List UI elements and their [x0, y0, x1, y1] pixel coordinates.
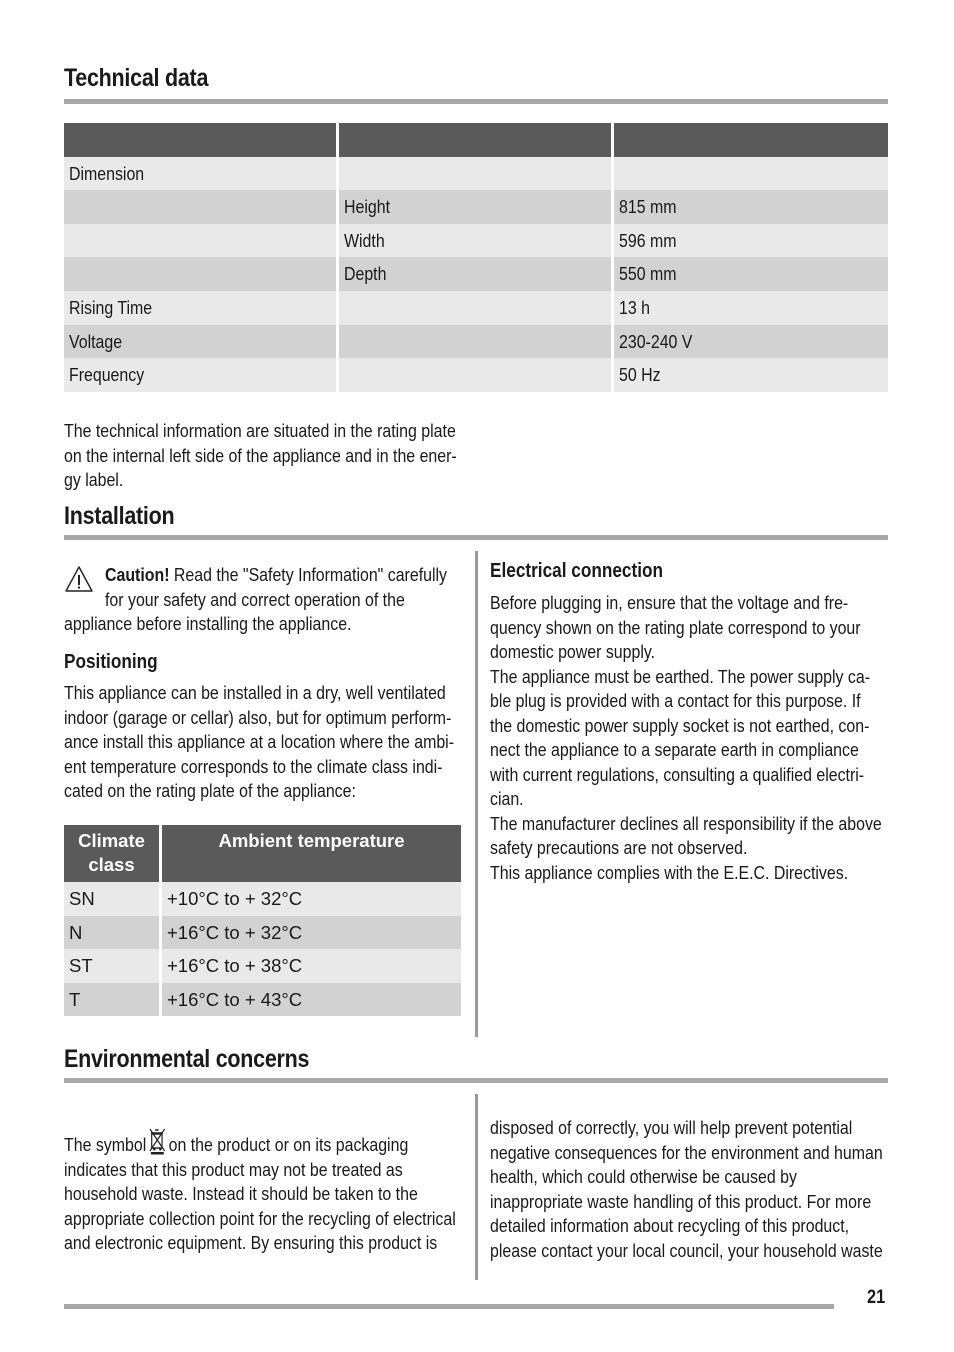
electrical-connection-title: Electrical connection — [490, 560, 664, 582]
table-row: Height 815 mm — [64, 190, 888, 224]
environment-text-right: disposed of correctly, you will help prevent potential negative consequences for the environment and human health, which could otherwise be caused by inappropriate waste handling of this product. For more detailed information about recycling of this product, please contact your local council, your household waste — [490, 1117, 883, 1261]
table-row: SN +10°C to + 32°C — [64, 882, 461, 916]
section-rule — [64, 99, 888, 104]
table-header-row — [64, 825, 461, 882]
page-number: 21 — [866, 1287, 886, 1308]
positioning-title: Positioning — [64, 651, 158, 673]
table-row: Depth 550 mm — [64, 257, 888, 291]
technical-data-table — [64, 123, 888, 392]
positioning-text: This appliance can be installed in a dry, well ventilated indoor (garage or cellar) also, but for optimum perform- ance install this appliance at a location where the ambi- ent temperature corresponds to the climate class indi- cated on the rating plate of the appliance: — [64, 682, 455, 801]
table-row: Dimension — [64, 157, 888, 191]
table-row: T +16°C to + 43°C — [64, 983, 461, 1017]
table-row: Voltage 230-240 V — [64, 325, 888, 359]
environmental-concerns-title: Environmental concerns — [64, 1045, 310, 1073]
environment-text-left: The symbol on the product or on its packaging indicates that this product may not be treated as household waste. Instead it should be taken to the appropriate collection point for the recycling of electrical and electronic equipment. By ensuring this product is — [64, 1127, 520, 1256]
footer-rule — [64, 1304, 834, 1309]
table-row: Frequency 50 Hz — [64, 358, 888, 392]
technical-data-title: Technical data — [64, 64, 209, 92]
caution-text-continued: appliance before installing the appliance. — [64, 613, 352, 634]
section-rule — [64, 535, 888, 540]
table-row: ST +16°C to + 38°C — [64, 949, 461, 983]
section-rule — [64, 1078, 888, 1083]
crossed-out-bin-icon — [148, 1127, 167, 1155]
technical-note: The technical information are situated in the rating plate on the internal left side of the appliance and in the ener- gy label. — [64, 420, 457, 490]
header-climate-class: Climate class — [64, 825, 159, 882]
table-row: N +16°C to + 32°C — [64, 916, 461, 950]
caution-text: Caution! Read the "Safety Information" carefully for your safety and correct operation of the — [105, 564, 448, 610]
electrical-connection-text: Before plugging in, ensure that the voltage and fre- quency shown on the rating plate correspond to your domestic power supply. The appliance must be earthed. The power supply ca- ble plug is provided with a contact for this purpose. If the domestic power supply socket is not earthed, con- nect the appliance to a separate earth in compliance with current regulations, consulting a qualified electri- cian. The manufacturer declines all responsibility if the above safety precautions are not observed. This appliance complies with the E.E.C. Directives. — [490, 592, 882, 883]
installation-title: Installation — [64, 502, 175, 530]
warning-triangle-icon — [64, 565, 94, 593]
climate-class-table — [64, 825, 461, 1016]
caution-label: Caution! — [105, 564, 170, 585]
table-row: Width 596 mm — [64, 224, 888, 258]
header-ambient-temperature: Ambient temperature — [162, 825, 461, 882]
table-row: Rising Time 13 h — [64, 291, 888, 325]
table-header-row — [64, 123, 888, 157]
